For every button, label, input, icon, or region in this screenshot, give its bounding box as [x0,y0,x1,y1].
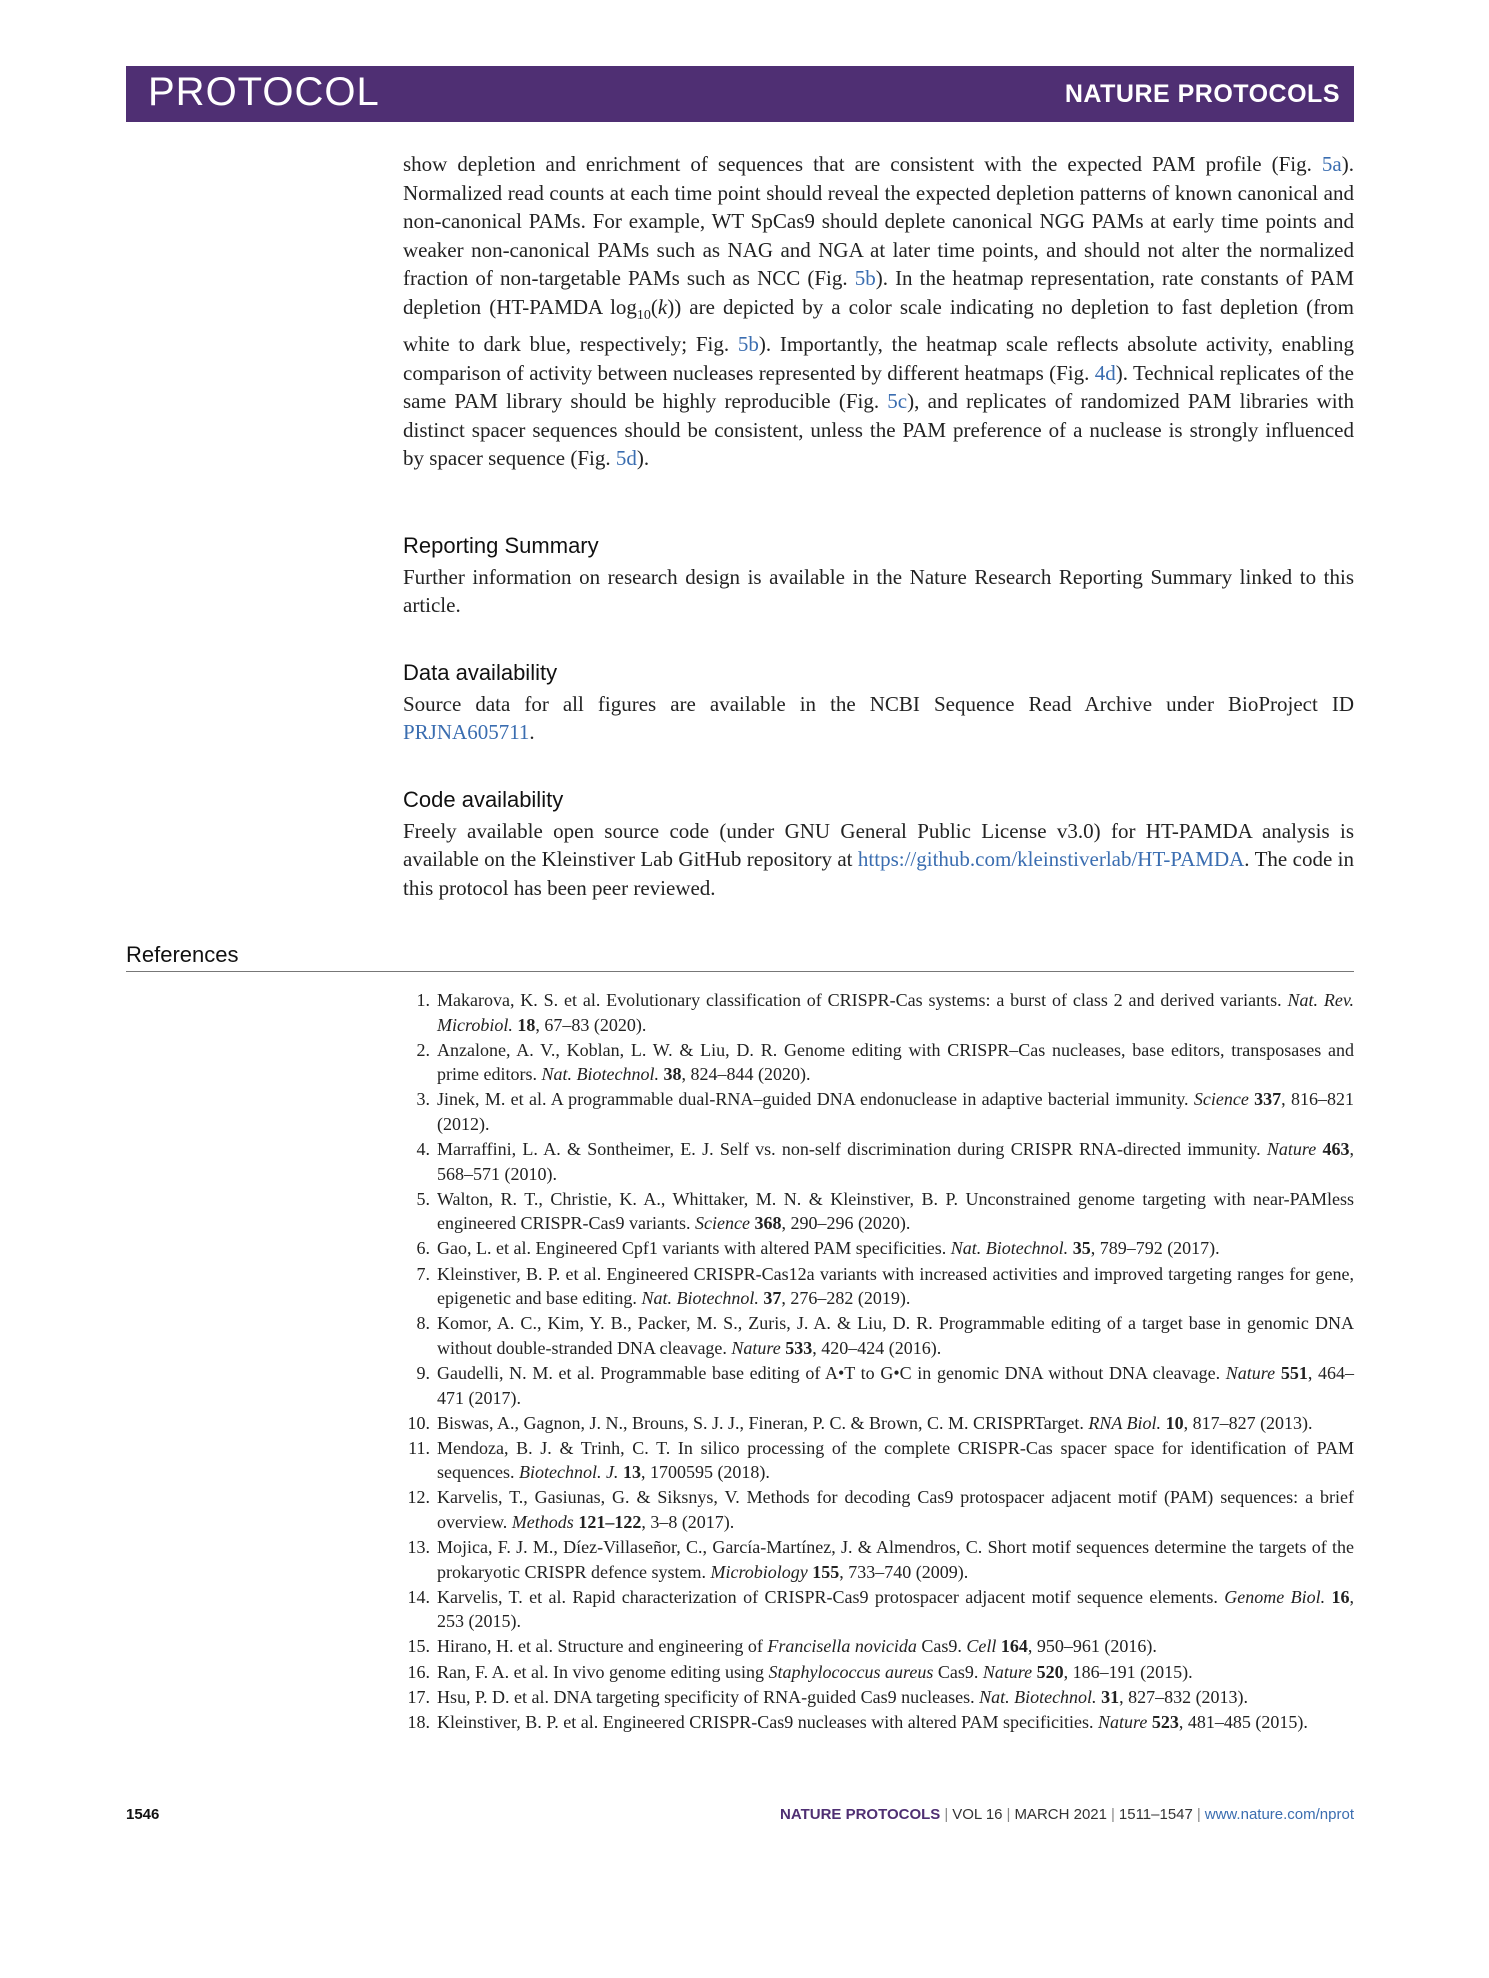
reference-item: 12. Karvelis, T., Gasiunas, G. & Siksnys, V. Methods for decoding Cas9 protospacer adjacent motif (PAM) sequences: a brief overview. Methods 121–122, 3–8 (2017). [407,1487,1354,1532]
reporting-summary-section [403,532,1354,620]
reference-item: 17. Hsu, P. D. et al. DNA targeting specificity of RNA-guided Cas9 nucleases. Nat. Biotechnol. 31, 827–832 (2013). [407,1686,1249,1707]
data-availability-heading: Data availability [403,660,558,685]
github-link[interactable]: https://github.com/kleinstiverlab/HT-PAMDA [857,847,1245,871]
footer-citation: NATURE PROTOCOLS | VOL 16 | MARCH 2021 | 1511–1547 | www.nature.com/nprot [780,1806,1354,1823]
page-number: 1546 [126,1806,160,1823]
fig-link-5b[interactable]: 5b [854,266,876,290]
reference-item: 8. Komor, A. C., Kim, Y. B., Packer, M. S., Zuris, J. A. & Liu, D. R. Programmable editing of a target base in genomic DNA without double-stranded DNA cleavage. Nature 533, 420–424 (2016). [416,1313,1354,1358]
footer-volume: VOL 16 [952,1806,1003,1823]
bioproject-link[interactable]: PRJNA605711 [403,720,530,744]
fig-link-4d[interactable]: 4d [1094,360,1116,385]
journal-label: NATURE PROTOCOLS [1064,80,1340,108]
reference-item: 6. Gao, L. et al. Engineered Cpf1 variants with altered PAM specificities. Nat. Biotechnol. 35, 789–792 (2017). [416,1238,1220,1259]
reporting-summary-heading: Reporting Summary [403,533,599,558]
header-bar [126,66,1354,122]
reference-item: 3. Jinek, M. et al. A programmable dual-RNA–guided DNA endonuclease in adaptive bacterial immunity. Science 337, 816–821 (2012). [416,1089,1354,1134]
section-label: PROTOCOL [148,70,380,114]
reference-item: 16. Ran, F. A. et al. In vivo genome editing using Staphylococcus aureus Cas9. Nature 520, 186–191 (2015). [407,1661,1193,1682]
fig-link-5c[interactable]: 5c [887,389,908,414]
reporting-summary-text: Further information on research design is available in the Nature Research Reporting Summary linked to this article. [403,564,1354,617]
reference-item: 18. Kleinstiver, B. P. et al. Engineered CRISPR-Cas9 nucleases with altered PAM specificities. Nature 523, 481–485 (2015). [407,1711,1308,1732]
intro-paragraph: show depletion and enrichment of sequences that are consistent with the expected PAM profile (Fig. 5a). Normalized read counts at each time point should reveal the expected depletion patterns of known canonical and non-canonical PAMs. For example, WT SpCas9 should deplete canonical NGG PAMs at early time points and weaker non-canonical PAMs such as NAG and NGA at later time points, and should not alter the normalized fraction of non-targetable PAMs such as NCC (Fig. 5b). In the heatmap representation, rate constants of PAM depletion (HT-PAMDA $\log_{10}(k)$) are depicted by a color scale indicating no depletion to fast depletion (from white to dark blue, respectively; Fig. 5b). Importantly, the heatmap scale reflects absolute activity, enabling comparison of activity between nucleases represented by different heatmaps (Fig. 4d). Technical replicates of the same PAM library should be highly reproducible (Fig. 5c), and replicates of randomized PAM libraries with distinct spacer sequences should be consistent, unless the PAM preference of a nuclease is strongly influenced by spacer sequence (Fig. 5d). [403,152,1354,471]
footer-pages: 1511–1547 [1118,1806,1193,1823]
reference-item: 13. Mojica, F. J. M., Díez-Villaseñor, C., García-Martínez, J. & Almendros, C. Short motif sequences determine the targets of the prokaryotic CRISPR defence system. Microbiology 155, 733–740 (2009). [407,1537,1354,1582]
data-availability-section: Data availability Source data for all figures are available in the NCBI Sequence Read Archive under BioProject ID PRJNA605711. [403,660,1354,744]
reference-item: 11. Mendoza, B. J. & Trinh, C. T. In silico processing of the complete CRISPR-Cas spacer space for identification of PAM sequences. Biotechnol. J. 13, 1700595 (2018). [408,1437,1354,1483]
code-availability-heading: Code availability [403,787,564,812]
footer-date: MARCH 2021 [1014,1806,1107,1823]
fig-link-5d[interactable]: 5d [615,446,637,471]
fig-link-5a[interactable]: 5a [1321,152,1342,176]
references-divider [126,971,1354,972]
reference-item: 4. Marraffini, L. A. & Sontheimer, E. J. Self vs. non-self discrimination during CRISPR RNA-directed immunity. Nature 463, 568–571 (2010). [416,1139,1354,1184]
reference-item: 14. Karvelis, T. et al. Rapid characterization of CRISPR-Cas9 protospacer adjacent motif sequence elements. Genome Biol. 16, 253 (2015). [407,1586,1354,1632]
footer-journal: NATURE PROTOCOLS [780,1806,941,1823]
reference-item: 10. Biswas, A., Gagnon, J. N., Brouns, S. J. J., Fineran, P. C. & Brown, C. M. CRISPRTarget. RNA Biol. 10, 817–827 (2013). [407,1412,1313,1433]
code-availability-section: Code availability Freely available open source code (under GNU General Public License v3.0) for HT-PAMDA analysis is available on the Kleinstiver Lab GitHub repository at https://github.com/kleinstiverlab/HT-PAMDA. The code in this protocol has been peer reviewed. [403,787,1354,900]
reference-item: 5. Walton, R. T., Christie, K. A., Whittaker, M. N. & Kleinstiver, B. P. Unconstrained genome targeting with near-PAMless engineered CRISPR-Cas9 variants. Science 368, 290–296 (2020). [416,1188,1354,1234]
reference-item: 7. Kleinstiver, B. P. et al. Engineered CRISPR-Cas12a variants with increased activities and improved targeting ranges for gene, epigenetic and base editing. Nat. Biotechnol. 37, 276–282 (2019). [416,1263,1354,1309]
reference-list [403,988,1354,1735]
references-heading: References [126,942,239,967]
reference-item: 2. Anzalone, A. V., Koblan, L. W. & Liu, D. R. Genome editing with CRISPR–Cas nucleases, base editors, transposases and prime editors. Nat. Biotechnol. 38, 824–844 (2020). [416,1039,1354,1085]
fig-link-5b-2[interactable]: 5b [737,332,759,357]
reference-item: 9. Gaudelli, N. M. et al. Programmable base editing of A•T to G•C in genomic DNA without DNA cleavage. Nature 551, 464–471 (2017). [416,1362,1355,1408]
reference-item: 15. Hirano, H. et al. Structure and engineering of Francisella novicida Cas9. Cell 164, 950–961 (2016). [407,1636,1157,1657]
footer-url[interactable]: www.nature.com/nprot [1204,1806,1354,1823]
reference-item: 1. Makarova, K. S. et al. Evolutionary classification of CRISPR-Cas systems: a burst of class 2 and derived variants. Nat. Rev. Microbiol. 18, 67–83 (2020). [416,990,1354,1035]
